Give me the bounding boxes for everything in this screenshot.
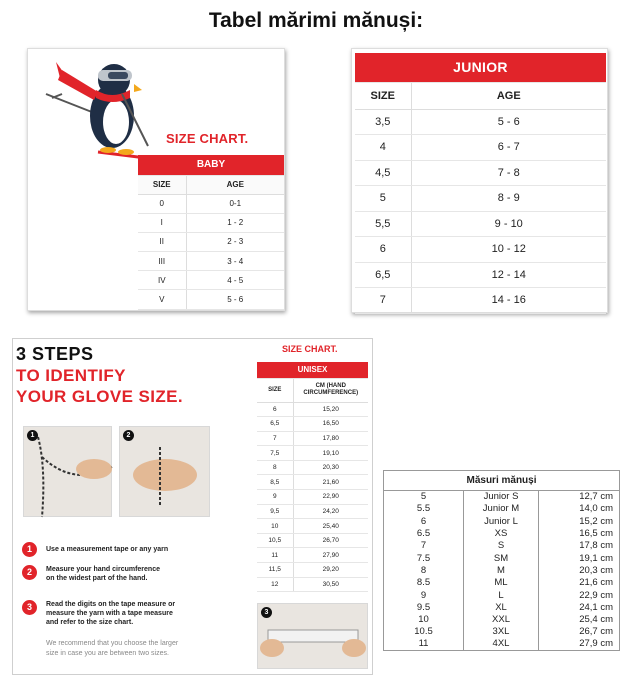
- junior-band-label: JUNIOR: [355, 53, 606, 82]
- label-cell: Junior S: [464, 491, 539, 503]
- table-row: [257, 475, 368, 490]
- label-cell: 4XL: [464, 638, 539, 650]
- size-cell: II: [138, 232, 186, 251]
- cm-cell: 15,2 cm: [539, 515, 620, 527]
- size-cell: 0: [138, 194, 186, 213]
- step-text: Measure your hand circumference on the widest part of the hand.: [46, 566, 160, 582]
- size-cell: 5.5: [384, 503, 464, 515]
- yarn-hand-illustration: [24, 427, 113, 518]
- hand-yarn-illustration: [120, 427, 211, 518]
- label-cell: L: [464, 589, 539, 601]
- junior-col-age: AGE: [411, 82, 606, 109]
- step-2: [22, 565, 160, 583]
- size-cell: IV: [138, 271, 186, 290]
- size-cell: I: [138, 213, 186, 232]
- size-cell: 11: [257, 548, 293, 563]
- table-row: [384, 540, 620, 552]
- table-row: [384, 491, 620, 503]
- masuri-table-title: Măsuri mănuși: [384, 471, 620, 491]
- table-row: [384, 613, 620, 625]
- label-cell: XS: [464, 527, 539, 539]
- size-cell: 10: [384, 613, 464, 625]
- table-row: [355, 262, 606, 288]
- cm-cell: 25,40: [293, 519, 368, 534]
- unisex-col-size: SIZE: [257, 378, 293, 402]
- table-row: [257, 446, 368, 461]
- baby-col-size: SIZE: [138, 175, 186, 194]
- step-number-badge: 1: [22, 542, 37, 557]
- baby-band-label: BABY: [138, 155, 284, 175]
- unisex-band-label: UNISEX: [257, 362, 368, 378]
- yarn-measure-photo: [23, 426, 112, 517]
- size-cell: 11,5: [257, 563, 293, 578]
- step-1: [22, 542, 168, 557]
- size-cell: 8: [384, 564, 464, 576]
- table-row: [355, 160, 606, 186]
- cm-cell: 26,7 cm: [539, 626, 620, 638]
- age-cell: 6 - 7: [411, 135, 606, 161]
- junior-size-table: [355, 53, 606, 314]
- steps-title-line2: TO IDENTIFY: [16, 366, 126, 385]
- table-row: [384, 638, 620, 650]
- age-cell: 9 - 10: [411, 211, 606, 237]
- cm-cell: 19,10: [293, 446, 368, 461]
- masuri-manusi-table: [383, 470, 620, 651]
- step-number-badge: 2: [22, 565, 37, 580]
- step-text: Use a measurement tape or any yarn: [46, 546, 169, 553]
- table-row: [384, 552, 620, 564]
- size-cell: 5: [355, 186, 411, 212]
- size-cell: 9: [384, 589, 464, 601]
- cm-cell: 27,9 cm: [539, 638, 620, 650]
- age-cell: 0-1: [186, 194, 284, 213]
- size-cell: 10: [257, 519, 293, 534]
- table-row: [257, 460, 368, 475]
- size-cell: 6: [257, 402, 293, 417]
- cm-cell: 26,70: [293, 533, 368, 548]
- age-cell: 14 - 16: [411, 288, 606, 314]
- label-cell: M: [464, 564, 539, 576]
- size-cell: 6: [355, 237, 411, 263]
- size-cell: 7: [384, 540, 464, 552]
- step-text: Read the digits on the tape measure or measure the yarn with a tape measure and refer to the size chart.: [46, 601, 176, 626]
- cm-cell: 21,6 cm: [539, 577, 620, 589]
- table-row: [257, 402, 368, 417]
- label-cell: Junior L: [464, 515, 539, 527]
- label-cell: XXL: [464, 613, 539, 625]
- size-cell: 4,5: [355, 160, 411, 186]
- size-cell: 12: [257, 577, 293, 592]
- step-number-badge: 3: [22, 600, 37, 615]
- table-row: [138, 194, 284, 213]
- cm-cell: 19,1 cm: [539, 552, 620, 564]
- label-cell: XL: [464, 601, 539, 613]
- cm-cell: 17,80: [293, 431, 368, 446]
- cm-cell: 17,8 cm: [539, 540, 620, 552]
- baby-size-table: [138, 155, 284, 310]
- age-cell: 1 - 2: [186, 213, 284, 232]
- junior-size-chart-card: [351, 48, 608, 313]
- cm-cell: 16,50: [293, 417, 368, 432]
- cm-cell: 16,5 cm: [539, 527, 620, 539]
- size-cell: 7: [257, 431, 293, 446]
- size-cell: 9,5: [257, 504, 293, 519]
- size-cell: 7.5: [384, 552, 464, 564]
- size-cell: 7,5: [257, 446, 293, 461]
- size-cell: 10,5: [257, 533, 293, 548]
- table-row: [257, 533, 368, 548]
- size-cell: V: [138, 290, 186, 309]
- table-row: [384, 564, 620, 576]
- hand-measure-photo: [119, 426, 210, 517]
- table-row: [355, 109, 606, 135]
- table-row: [257, 504, 368, 519]
- size-cell: 5,5: [355, 211, 411, 237]
- age-cell: 4 - 5: [186, 271, 284, 290]
- label-cell: S: [464, 540, 539, 552]
- unisex-size-table: [257, 362, 368, 592]
- junior-col-size: SIZE: [355, 82, 411, 109]
- size-cell: 6: [384, 515, 464, 527]
- table-row: [355, 211, 606, 237]
- table-row: [257, 519, 368, 534]
- unisex-col-cm: CM (HAND CIRCUMFERENCE): [293, 378, 368, 402]
- cm-cell: 15,20: [293, 402, 368, 417]
- size-cell: 3,5: [355, 109, 411, 135]
- table-row: [138, 252, 284, 271]
- table-row: [138, 213, 284, 232]
- size-cell: 10.5: [384, 626, 464, 638]
- cm-cell: 21,60: [293, 475, 368, 490]
- age-cell: 5 - 6: [186, 290, 284, 309]
- steps-title-line3: YOUR GLOVE SIZE.: [16, 387, 183, 406]
- step-3: [22, 600, 175, 627]
- size-cell: 6,5: [355, 262, 411, 288]
- table-row: [138, 290, 284, 309]
- table-row: [257, 490, 368, 505]
- steps-title-line1: 3 STEPS: [16, 344, 94, 364]
- size-cell: 8,5: [257, 475, 293, 490]
- age-cell: 12 - 14: [411, 262, 606, 288]
- cm-cell: 22,9 cm: [539, 589, 620, 601]
- table-row: [257, 563, 368, 578]
- photo-number-badge: 1: [27, 430, 38, 441]
- table-row: [384, 626, 620, 638]
- photo-number-badge: 2: [123, 430, 134, 441]
- table-row: [257, 417, 368, 432]
- age-cell: 7 - 8: [411, 160, 606, 186]
- table-row: [384, 601, 620, 613]
- tape-measure-photo: [257, 603, 368, 669]
- table-row: [138, 232, 284, 251]
- size-cell: 8.5: [384, 577, 464, 589]
- cm-cell: 14,0 cm: [539, 503, 620, 515]
- cm-cell: 27,90: [293, 548, 368, 563]
- cm-cell: 12,7 cm: [539, 491, 620, 503]
- size-cell: 5: [384, 491, 464, 503]
- table-row: [257, 577, 368, 592]
- cm-cell: 24,20: [293, 504, 368, 519]
- size-cell: 11: [384, 638, 464, 650]
- size-cell: 8: [257, 460, 293, 475]
- tape-measure-illustration: [258, 604, 369, 670]
- size-cell: 6.5: [384, 527, 464, 539]
- table-row: [355, 237, 606, 263]
- age-cell: 3 - 4: [186, 252, 284, 271]
- table-row: [384, 527, 620, 539]
- baby-size-chart-heading: SIZE CHART.: [166, 131, 249, 146]
- table-row: [355, 135, 606, 161]
- label-cell: ML: [464, 577, 539, 589]
- size-cell: 9: [257, 490, 293, 505]
- table-row: [138, 271, 284, 290]
- size-cell: 4: [355, 135, 411, 161]
- glove-size-steps-card: [12, 338, 373, 675]
- table-row: [384, 577, 620, 589]
- size-cell: 6,5: [257, 417, 293, 432]
- cm-cell: 22,90: [293, 490, 368, 505]
- age-cell: 10 - 12: [411, 237, 606, 263]
- table-row: [257, 548, 368, 563]
- size-cell: 9.5: [384, 601, 464, 613]
- recommendation-note: We recommend that you choose the larger size in case you are between two sizes.: [46, 640, 179, 657]
- table-row: [257, 431, 368, 446]
- cm-cell: 29,20: [293, 563, 368, 578]
- cm-cell: 20,3 cm: [539, 564, 620, 576]
- photo-number-badge: 3: [261, 607, 272, 618]
- page-title: Tabel mărimi mănuși:: [208, 9, 424, 32]
- penguin-skier-illustration: [42, 54, 152, 164]
- label-cell: Junior M: [464, 503, 539, 515]
- age-cell: 8 - 9: [411, 186, 606, 212]
- baby-col-age: AGE: [186, 175, 284, 194]
- size-cell: 7: [355, 288, 411, 314]
- table-row: [384, 515, 620, 527]
- unisex-size-chart-heading: SIZE CHART.: [282, 344, 338, 354]
- table-row: [355, 186, 606, 212]
- cm-cell: 30,50: [293, 577, 368, 592]
- cm-cell: 20,30: [293, 460, 368, 475]
- age-cell: 2 - 3: [186, 232, 284, 251]
- label-cell: SM: [464, 552, 539, 564]
- cm-cell: 25,4 cm: [539, 613, 620, 625]
- baby-size-chart-card: [27, 48, 285, 311]
- label-cell: 3XL: [464, 626, 539, 638]
- size-cell: III: [138, 252, 186, 271]
- table-row: [384, 589, 620, 601]
- table-row: [384, 503, 620, 515]
- table-row: [355, 288, 606, 314]
- age-cell: 5 - 6: [411, 109, 606, 135]
- cm-cell: 24,1 cm: [539, 601, 620, 613]
